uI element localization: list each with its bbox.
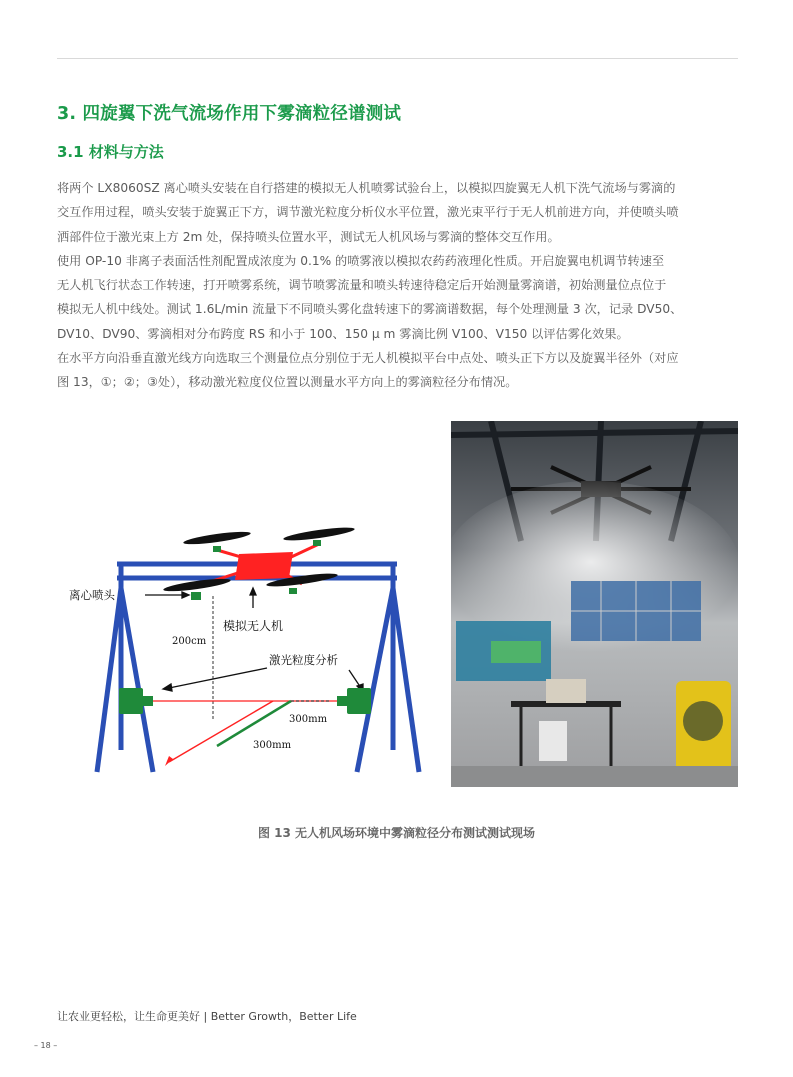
test-rig-diagram	[57, 500, 432, 785]
figure-caption: 图 13 无人机风场环境中雾滴粒径分布测试测试现场	[257, 826, 536, 840]
body-line: 图 13，①；②；③处），移动激光粒度仪位置以测量水平方向上的雾滴粒径分布情况。	[57, 375, 518, 390]
laser-emitter	[119, 688, 143, 714]
test-site-photo	[451, 421, 738, 787]
distance-label-2: 300mm	[253, 740, 292, 751]
top-divider	[57, 58, 738, 59]
body-line: 洒部件位于激光束上方 2m 处，保持喷头位置水平，测试无人机风场与雾滴的整体交互作用。	[57, 229, 560, 244]
body-line: 使用 OP-10 非离子表面活性剂配置成浓度为 0.1% 的喷雾液以模拟农药药液理化性质。开启旋翼电机调节转速至	[57, 253, 665, 268]
body-line: 模拟无人机中线处。测试 1.6L/min 流量下不同喷头雾化盘转速下的雾滴谱数据，每个处理测量 3 次，记录 DV50、	[57, 302, 683, 317]
body-line: 无人机飞行状态工作转速，打开喷雾系统，调节喷雾流量和喷头转速待稳定后开始测量雾滴谱，初始测量位点位于	[57, 278, 667, 293]
drone-label: 模拟无人机	[223, 619, 284, 633]
body-line: DV10、DV90、雾滴相对分布跨度 RS 和小于 100、150 μ m 雾滴比例 V100、V150 以评估雾化效果。	[57, 326, 629, 341]
laser-analyzer-label: 激光粒度分析	[269, 653, 338, 667]
nozzle-label: 离心喷头	[69, 588, 115, 602]
laser-receiver	[347, 688, 371, 714]
section-title: 3. 四旋翼下洗气流场作用下雾滴粒径谱测试	[57, 104, 402, 124]
body-text	[57, 176, 740, 395]
footer-tagline: 让农业更轻松，让生命更美好 | Better Growth，Better Life	[57, 1010, 357, 1023]
nozzle-icon	[191, 592, 201, 600]
body-line: 交互作用过程，喷头安装于旋翼正下方，调节激光粒度分析仪水平位置，激光束平行于无人机前进方向，并使喷头喷	[57, 205, 679, 220]
section-subtitle: 3.1 材料与方法	[57, 143, 164, 161]
height-label: 200cm	[172, 636, 207, 647]
body-line: 将两个 LX8060SZ 离心喷头安装在自行搭建的模拟无人机喷雾试验台上，以模拟四旋翼无人机下洗气流场与雾滴的	[57, 181, 676, 195]
page-number: – 18 –	[34, 1041, 58, 1050]
distance-label-1: 300mm	[289, 714, 328, 725]
body-line: 在水平方向沿垂直激光线方向选取三个测量位点分别位于无人机模拟平台中点处、喷头正下方以及旋翼半径外（对应	[57, 351, 679, 366]
